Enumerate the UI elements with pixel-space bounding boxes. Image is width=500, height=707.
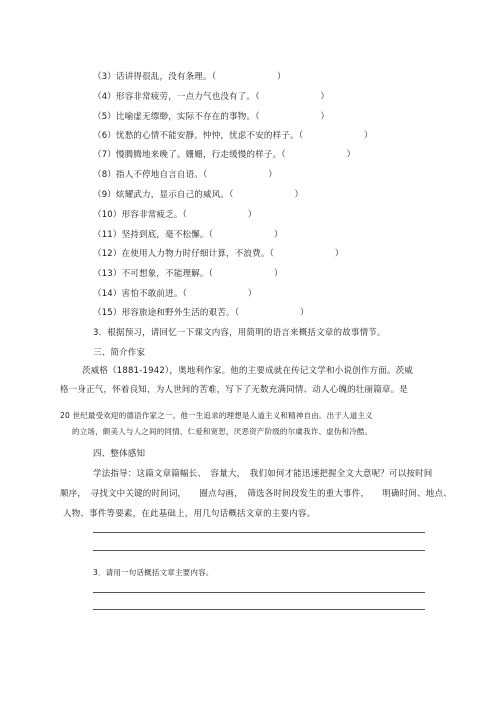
author-intro-line: 茨威格（1881-1942），奥地利作家。他的主要成就在传记文学和小说创作方面。茨威 — [82, 366, 413, 376]
vocab-item-9: （9）炫耀武力，显示自己的威风。（ ） — [93, 190, 304, 200]
method-guide-line: 学法指导：这篇文章篇幅长、 容量大， 我们如何才能迅速把握全文大意呢？可以按时间 — [93, 469, 433, 479]
vocab-item-15: （15）形容旅途和野外生活的艰苦。（ ） — [93, 308, 309, 318]
section-heading-overview: 四、整体感知 — [93, 449, 146, 459]
author-intro-line: 的立场，颇美人与人之间的同情、仁爱和宽恕，厌恶资产阶级的尔虞我诈、虚伪和冷酷。 — [72, 427, 373, 436]
vocab-item-3: （3）话讲得很乱，没有条理。（ ） — [93, 72, 286, 82]
vocab-item-6: （6）忧愁的心情不能安静。忡忡，忧虑不安的样子。（ ） — [93, 131, 373, 141]
vocab-item-7: （7）慢腾腾地来晚了。姗姗，行走缓慢的样子。（ ） — [93, 150, 356, 160]
vocab-item-11: （11）坚持到底，毫不松懈。（ ） — [93, 230, 283, 240]
answer-line[interactable] — [93, 550, 425, 551]
answer-line[interactable] — [93, 592, 425, 593]
vocab-item-8: （8）指人不停地自言自语。（ ） — [93, 170, 278, 180]
vocab-item-14: （14）害怕不敢前进。（ ） — [93, 289, 257, 299]
vocab-item-5: （5）比喻虚无缥缈，实际不存在的事物。（ ） — [93, 112, 330, 122]
vocab-item-10: （10）形容非常疲乏。（ ） — [93, 210, 257, 220]
answer-line[interactable] — [93, 609, 425, 610]
vocab-item-4: （4）形容非常疲劳，一点力气也没有了。（ ） — [93, 92, 330, 102]
method-guide-line: 顺序， 寻找文中关键的时间词， 圈点勾画， 筛选各时间段发生的重大事件， 明确时间、地点、 — [60, 489, 452, 499]
section-heading-author: 三、简介作家 — [93, 348, 146, 358]
vocab-item-12: （12）在使用人力物力时仔细计算，不浪费。（ ） — [93, 249, 344, 259]
method-guide-line: 人物、事件等要素，在此基础上，用几句话概括文章的主要内容。 — [63, 509, 316, 519]
question-3-preview: 3．根据预习，请回忆一下课文内容，用简明的语言来概括文章的故事情节。 — [93, 328, 386, 338]
vocab-item-13: （13）不可想象，不能理解。（ ） — [93, 269, 283, 279]
author-intro-line: 格一身正气，怀着良知，为人世间的苦难，写下了无数充满同情、动人心魄的壮丽篇章。是 — [60, 385, 409, 395]
answer-line[interactable] — [93, 532, 425, 533]
author-intro-line: 20 世纪最受欢迎的德语作家之一。他一生追求的理想是人道主义和精神自由。出于人道主义 — [60, 411, 373, 420]
question-3-summary: 3．请用一句话概括文章主要内容。 — [93, 568, 214, 577]
